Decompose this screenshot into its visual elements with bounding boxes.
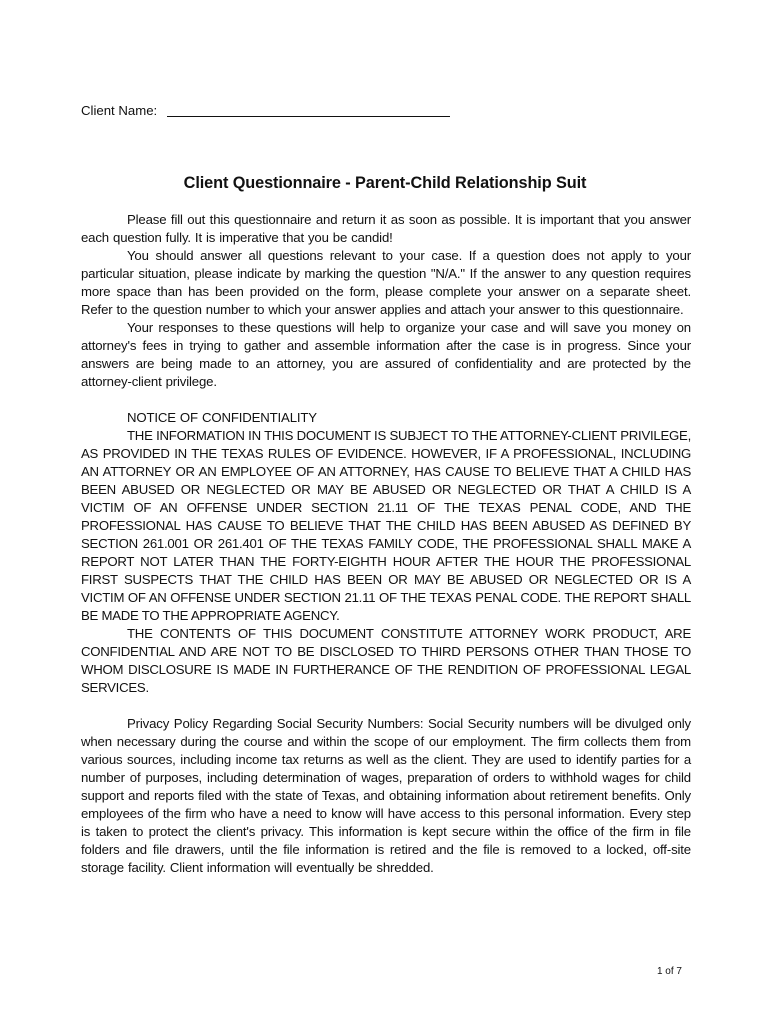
intro-paragraph: Please fill out this questionnaire and return it as soon as possible. It is important that you answer each question fully. It is imperative that you be candid!	[81, 212, 691, 245]
instructions-paragraph: You should answer all questions relevant to your case. If a question does not apply to your particular situation, please indicate by marking the question "N/A." If the answer to any question requires more space than has been provided on the form, please complete your answer on a separate sheet. Refer to the question number to which your answer applies and attach your answer to this questionnaire.	[81, 248, 691, 317]
page-number: 1 of 7	[656, 966, 682, 977]
responses-paragraph: Your responses to these questions will help to organize your case and will save you money on attorney's fees in trying to gather and assemble information after the case is in progress. Since your answers are being made to an attorney, you are assured of confidentiality and are protected by the attorney-client privilege.	[81, 320, 691, 389]
document-body	[81, 211, 691, 877]
privacy-policy-paragraph: Privacy Policy Regarding Social Security Numbers: Social Security numbers will be divulged only when necessary during the course and within the scope of our employment. The firm collects them from various sources, including income tax returns as well as the client. They are used to identify parties for a number of purposes, including determination of wages, preparation of orders to withhold wages for child support and reports filed with the state of Texas, and obtaining information about retirement benefits. Only employees of the firm who have a need to know will have access to this personal information. Every step is taken to protect the client's privacy. This information is kept secure within the office of the firm in file folders and file drawers, until the file information is retired and the file is removed to a locked, off-site storage facility. Client information will eventually be shredded.	[81, 716, 691, 875]
document-title: Client Questionnaire - Parent-Child Relationship Suit	[183, 174, 587, 192]
client-name-label: Client Name:	[81, 103, 158, 118]
client-name-row	[81, 102, 450, 120]
client-name-blank-line	[167, 102, 450, 117]
confidentiality-heading: NOTICE OF CONFIDENTIALITY	[127, 410, 317, 425]
work-product-paragraph: THE CONTENTS OF THIS DOCUMENT CONSTITUTE ATTORNEY WORK PRODUCT, ARE CONFIDENTIAL AND ARE NOT TO BE DISCLOSED TO THIRD PERSONS OTHER THAN THOSE TO WHOM DISCLOSURE IS MADE IN FURTHERANCE OF THE RENDITION OF PROFESSIONAL LEGAL SERVICES.	[81, 626, 691, 695]
confidentiality-notice-paragraph: THE INFORMATION IN THIS DOCUMENT IS SUBJECT TO THE ATTORNEY-CLIENT PRIVILEGE, AS PROVIDED IN THE TEXAS RULES OF EVIDENCE. HOWEVER, IF A PROFESSIONAL, INCLUDING AN ATTORNEY OR AN EMPLOYEE OF AN ATTORNEY, HAS CAUSE TO BELIEVE THAT A CHILD HAS BEEN ABUSED OR NEGLECTED OR MAY BE ABUSED OR NEGLECTED OR THAT A CHILD IS A VICTIM OF AN OFFENSE UNDER SECTION 21.11 OF THE TEXAS PENAL CODE, AND THE PROFESSIONAL HAS CAUSE TO BELIEVE THAT THE CHILD HAS BEEN ABUSED AS DEFINED BY SECTION 261.001 OR 261.401 OF THE TEXAS FAMILY CODE, THE PROFESSIONAL SHALL MAKE A REPORT NOT LATER THAN THE FORTY-EIGHTH HOUR AFTER THE HOUR THE PROFESSIONAL FIRST SUSPECTS THAT THE CHILD HAS BEEN OR MAY BE ABUSED OR NEGLECTED OR IS A VICTIM OF AN OFFENSE UNDER SECTION 21.11 OF THE TEXAS PENAL CODE. THE REPORT SHALL BE MADE TO THE APPROPRIATE AGENCY.	[81, 428, 691, 623]
